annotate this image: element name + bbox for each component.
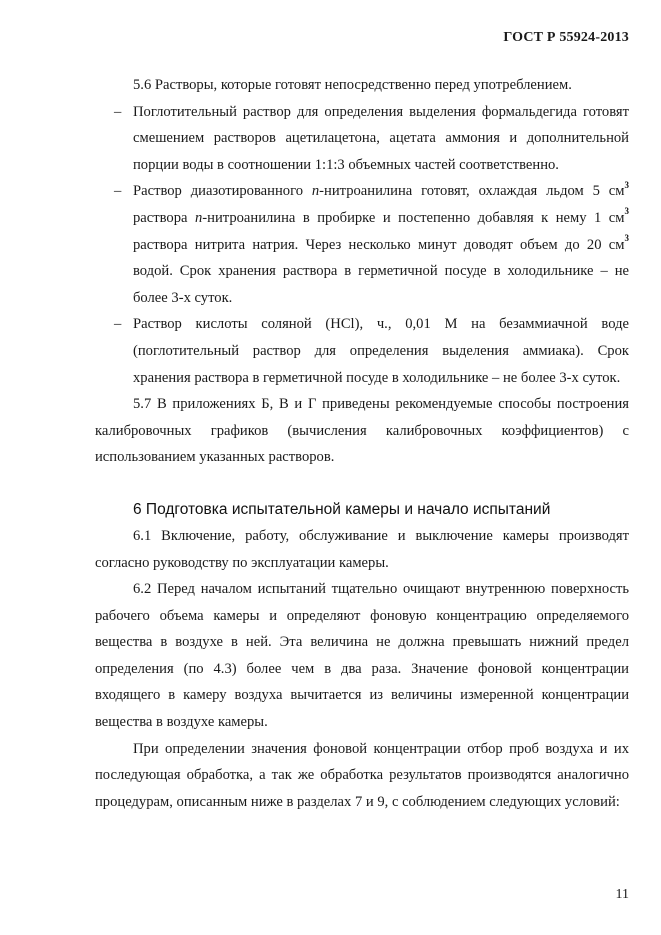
paragraph-5-6: 5.6 Растворы, которые готовят непосредственно перед употреблением. (133, 77, 572, 93)
superscript-3: 3 (624, 232, 629, 243)
list-item-text: раствора (133, 209, 195, 226)
superscript-3: 3 (624, 206, 630, 217)
dash-marker: – (114, 316, 122, 333)
page-number: 11 (615, 887, 629, 902)
section-heading: 6 Подготовка испытательной камеры и начало испытаний (133, 500, 551, 518)
paragraph-5-7: 5.7 В приложениях Б, В и Г приведены рекомендуемые способы построения калибровочных графиков (вычисления калибровочных коэффициентов) с использованием указанных растворов. (95, 396, 629, 466)
dash-marker: – (114, 103, 122, 120)
italic-n: n (194, 209, 203, 226)
paragraph-6-2: 6.2 Перед началом испытаний тщательно очищают внутреннюю поверхность рабочего объема камеры и определяют фоновую концентрацию определяемого вещества в воздухе в ней. Эта величина не должна превышать нижний предел определения (по 4.3) более чем в два раза. Значение фоновой концентрации входящего в камеру воздуха вычитается из величины измеренной концентрации вещества в воздухе камеры. (95, 581, 629, 731)
standard-header: ГОСТ Р 55924-2013 (503, 30, 629, 45)
italic-n: n (311, 183, 320, 200)
list-item-text: -нитроанилина в пробирке и постепенно добавляя к нему 1 см (202, 209, 625, 226)
list-item-text: Поглотительный раствор для определения выделения формальдегида готовят смешением растворов ацетилацетона, ацетата аммония и дополнительной порции воды в соотношении 1:1:3 объемных частей соответственно. (133, 103, 629, 173)
list-item-text: водой. Срок хранения раствора в герметичной посуде в холодильнике – не более 3-х суток. (133, 263, 629, 306)
list-item (95, 178, 629, 311)
dash-marker: – (114, 183, 122, 200)
superscript-3: 3 (624, 179, 629, 190)
list-item-text: Раствор диазотированного (133, 183, 312, 200)
list-item-text: -нитроанилина готовят, охлаждая льдом 5 см (319, 183, 625, 200)
list-item (95, 311, 629, 391)
paragraph-6-1: 6.1 Включение, работу, обслуживание и выключение камеры производят согласно руководству по эксплуатации камеры. (95, 527, 629, 571)
list-item-text: раствора нитрита натрия. Через несколько минут доводят объем до 20 см (133, 236, 625, 253)
paragraph-background-concentration: При определении значения фоновой концентрации отбор проб воздуха и их последующая обработка, а так же обработка результатов производятся аналогично процедурам, описанным ниже в разделах 7 и 9, с соблюдением следующих условий: (95, 740, 629, 810)
list-item-text: Раствор кислоты соляной (HCl), ч., 0,01 М на безаммиачной воде (поглотительный раствор для определения выделения аммиака). Срок хранения раствора в герметичной посуде в холодильнике – не более 3-х суток. (133, 316, 629, 386)
document-body (95, 72, 629, 815)
list-item (95, 99, 629, 179)
